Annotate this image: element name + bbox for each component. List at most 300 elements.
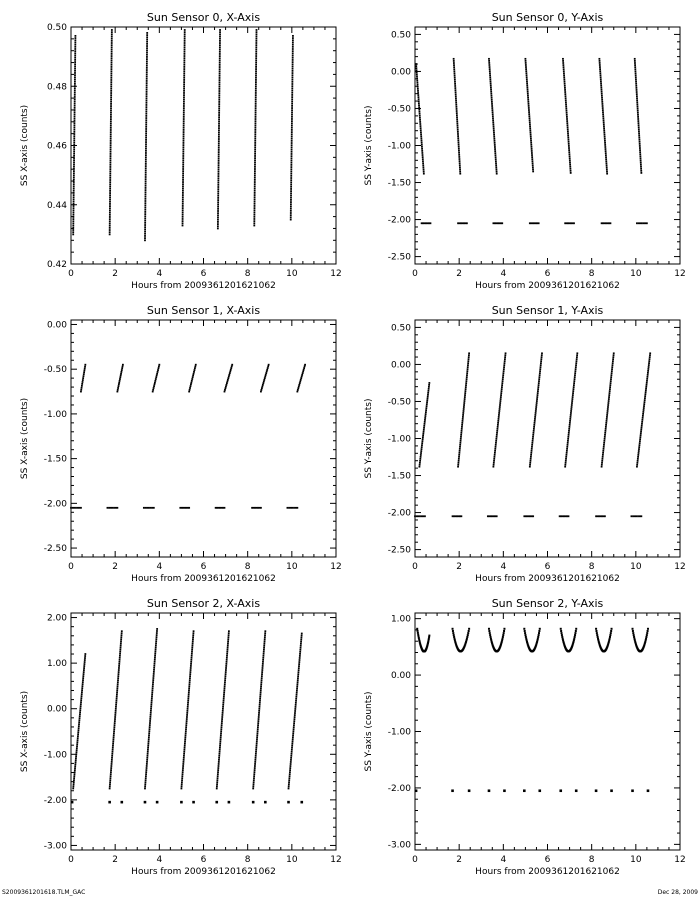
data-point [73, 784, 75, 786]
data-point [419, 121, 421, 123]
data-point [118, 667, 120, 669]
data-point [605, 430, 607, 432]
data-point [145, 132, 147, 134]
data-point [183, 90, 185, 92]
data-point [530, 138, 532, 140]
data-point [255, 92, 257, 94]
data-point [493, 130, 495, 132]
data-point [225, 671, 227, 673]
data-point [218, 94, 220, 96]
data-point [255, 112, 257, 114]
x-axis-label: Hours from 2009361201621062 [131, 867, 276, 877]
data-point [456, 123, 458, 125]
data-point [635, 70, 637, 72]
data-point [425, 415, 427, 417]
chart-title: Sun Sensor 2, Y-Axis [491, 597, 604, 610]
data-point [526, 87, 528, 89]
data-point [146, 58, 148, 60]
data-point [121, 367, 123, 369]
data-point [419, 111, 421, 113]
data-point [255, 122, 257, 124]
data-point [564, 464, 566, 466]
data-point [457, 139, 459, 141]
data-point [641, 425, 643, 427]
data-point [217, 777, 219, 779]
data-point [562, 64, 564, 66]
data-point [257, 728, 259, 730]
data-point [255, 86, 257, 88]
data-point [492, 117, 494, 119]
data-point [224, 391, 226, 393]
data-point [111, 42, 113, 44]
data-point [73, 212, 75, 214]
data-point [642, 417, 644, 419]
data-point [155, 638, 157, 640]
data-point [533, 428, 535, 430]
data-point [227, 643, 229, 645]
data-point [110, 92, 112, 94]
data-point [527, 91, 529, 93]
data-point [115, 507, 117, 509]
data-point [181, 786, 183, 788]
data-point [423, 431, 425, 433]
data-point [612, 360, 614, 362]
data-point [74, 111, 76, 113]
data-point [298, 671, 300, 673]
data-point [609, 384, 611, 386]
data-point [255, 55, 257, 57]
data-point [297, 680, 299, 682]
data-point [156, 801, 159, 804]
data-point [231, 364, 233, 366]
data-point [144, 235, 146, 237]
data-point [611, 372, 613, 374]
data-point [109, 212, 111, 214]
data-point [425, 411, 427, 413]
data-point [573, 382, 575, 384]
data-point [145, 769, 147, 771]
data-point [73, 778, 75, 780]
data-point [218, 761, 220, 763]
data-point [144, 786, 146, 788]
data-point [428, 386, 430, 388]
data-point [290, 168, 292, 170]
data-point [74, 118, 76, 120]
data-point [569, 162, 571, 164]
data-point [260, 683, 262, 685]
data-point [182, 220, 184, 222]
data-point [601, 101, 603, 103]
y-tick-label: -1.50 [43, 454, 67, 465]
data-point [185, 724, 187, 726]
data-point [149, 724, 151, 726]
data-point [183, 105, 185, 107]
data-point [528, 105, 530, 107]
data-point [640, 160, 642, 162]
x-axis-label: Hours from 2009361201621062 [475, 574, 620, 584]
data-point [595, 628, 597, 630]
data-point [84, 659, 86, 661]
data-point [291, 147, 293, 149]
data-point [294, 712, 296, 714]
data-point [294, 716, 296, 718]
data-point [151, 507, 153, 509]
data-point [491, 103, 493, 105]
data-point [110, 75, 112, 77]
data-point [76, 743, 78, 745]
series-0 [80, 364, 306, 393]
data-point [145, 150, 147, 152]
data-point [416, 78, 418, 80]
data-point [605, 158, 607, 160]
data-point [224, 681, 226, 683]
data-point [489, 72, 491, 74]
data-point [152, 687, 154, 689]
data-point [569, 157, 571, 159]
data-point [291, 149, 293, 151]
data-point [646, 382, 648, 384]
data-point [78, 725, 80, 727]
data-point [218, 101, 220, 103]
data-point [295, 698, 297, 700]
data-point [532, 515, 534, 517]
data-point [649, 354, 651, 356]
data-point [263, 649, 265, 651]
data-point [649, 352, 651, 354]
data-point [187, 700, 189, 702]
data-point [422, 162, 424, 164]
data-point [420, 138, 422, 140]
data-point [298, 665, 300, 667]
data-point [494, 454, 496, 456]
data-point [418, 98, 420, 100]
data-point [218, 145, 220, 147]
data-point [120, 643, 122, 645]
data-point [455, 100, 457, 102]
data-point [150, 708, 152, 710]
data-point [185, 734, 187, 736]
data-point [253, 779, 255, 781]
data-point [488, 630, 490, 632]
data-point [118, 669, 120, 671]
data-point [455, 98, 457, 100]
data-point [254, 765, 256, 767]
data-point [459, 448, 461, 450]
data-point [183, 757, 185, 759]
data-point [488, 64, 490, 66]
data-point [452, 628, 454, 630]
data-point [292, 739, 294, 741]
data-point [82, 381, 84, 383]
data-point [503, 368, 505, 370]
data-point [532, 160, 534, 162]
data-point [82, 377, 84, 379]
data-point [636, 101, 638, 103]
data-point [255, 64, 257, 66]
data-point [291, 155, 293, 157]
data-point [219, 60, 221, 62]
data-point [571, 400, 573, 402]
data-point [602, 109, 604, 111]
data-point [645, 636, 647, 638]
data-point [565, 458, 567, 460]
data-point [146, 765, 148, 767]
data-point [146, 69, 148, 71]
data-point [569, 160, 571, 162]
data-point [115, 704, 117, 706]
data-point [460, 432, 462, 434]
data-point [566, 116, 568, 118]
data-point [219, 57, 221, 59]
data-point [256, 734, 258, 736]
data-point [74, 61, 76, 63]
data-point [500, 398, 502, 400]
data-point [115, 702, 117, 704]
data-point [303, 369, 305, 371]
data-point [637, 106, 639, 108]
data-point [182, 170, 184, 172]
data-point [633, 636, 635, 638]
data-point [74, 100, 76, 102]
data-point [419, 515, 421, 517]
data-point [528, 103, 530, 105]
data-point [145, 159, 147, 161]
data-point [563, 70, 565, 72]
data-point [145, 167, 147, 169]
data-point [455, 104, 457, 106]
data-point [608, 402, 610, 404]
data-point [420, 136, 422, 138]
data-point [292, 70, 294, 72]
data-point [144, 207, 146, 209]
data-point [74, 120, 76, 122]
data-point [219, 751, 221, 753]
data-point [297, 387, 299, 389]
data-point [576, 358, 578, 360]
data-point [121, 632, 123, 634]
data-point [536, 404, 538, 406]
data-point [606, 173, 608, 175]
data-point [185, 728, 187, 730]
data-point [70, 507, 72, 509]
data-point [74, 81, 76, 83]
data-point [219, 88, 221, 90]
data-point [640, 172, 642, 174]
data-point [219, 38, 221, 40]
data-point [635, 77, 637, 79]
data-point [181, 781, 183, 783]
data-point [421, 152, 423, 154]
data-point [299, 382, 301, 384]
data-point [218, 138, 220, 140]
data-point [149, 728, 151, 730]
data-point [153, 669, 155, 671]
chart-3 [364, 304, 686, 584]
data-point [503, 632, 505, 634]
data-point [191, 651, 193, 653]
data-point [254, 201, 256, 203]
data-point [648, 366, 650, 368]
data-point [603, 119, 605, 121]
data-point [119, 653, 121, 655]
data-point [226, 657, 228, 659]
data-point [636, 104, 638, 106]
data-point [193, 371, 195, 373]
data-point [219, 55, 221, 57]
data-point [113, 728, 115, 730]
data-point [567, 444, 569, 446]
data-point [74, 74, 76, 76]
data-point [110, 155, 112, 157]
data-point [423, 171, 425, 173]
data-point [146, 54, 148, 56]
data-point [258, 708, 260, 710]
data-point [144, 202, 146, 204]
data-point [81, 693, 83, 695]
data-point [569, 426, 571, 428]
data-point [149, 722, 151, 724]
data-point [291, 743, 293, 745]
data-point [262, 661, 264, 663]
data-point [264, 632, 266, 634]
y-tick-label: -1.00 [43, 750, 67, 761]
data-point [421, 142, 423, 144]
y-axis-label: SS Y-axis (counts) [364, 691, 374, 772]
data-point [422, 438, 424, 440]
data-point [253, 216, 255, 218]
data-point [462, 420, 464, 422]
data-point [501, 222, 503, 224]
data-point [145, 124, 147, 126]
data-point [257, 722, 259, 724]
data-point [256, 29, 258, 31]
data-point [264, 376, 266, 378]
data-point [292, 37, 294, 39]
data-point [219, 741, 221, 743]
data-point [489, 68, 491, 70]
data-point [257, 724, 259, 726]
data-point [255, 75, 257, 77]
data-point [215, 801, 218, 804]
data-point [73, 782, 75, 784]
data-point [291, 105, 293, 107]
data-point [643, 409, 645, 411]
data-point [290, 190, 292, 192]
data-point [114, 718, 116, 720]
data-point [254, 142, 256, 144]
data-point [296, 686, 298, 688]
data-point [640, 157, 642, 159]
data-point [220, 737, 222, 739]
data-point [72, 507, 74, 509]
data-point [254, 131, 256, 133]
data-point [217, 195, 219, 197]
data-point [600, 78, 602, 80]
data-point [254, 761, 256, 763]
data-point [576, 360, 578, 362]
data-point [152, 681, 154, 683]
data-point [120, 801, 123, 804]
data-point [146, 84, 148, 86]
data-point [73, 216, 75, 218]
data-point [539, 374, 541, 376]
data-point [120, 645, 122, 647]
data-point [500, 396, 502, 398]
data-point [300, 379, 302, 381]
data-point [219, 42, 221, 44]
data-point [530, 452, 532, 454]
data-point [643, 222, 645, 224]
data-point [155, 642, 157, 644]
data-point [610, 378, 612, 380]
x-axis-label: Hours from 2009361201621062 [131, 574, 276, 584]
data-point [493, 134, 495, 136]
data-point [74, 122, 76, 124]
data-point [419, 458, 421, 460]
data-point [539, 376, 541, 378]
data-point [111, 38, 113, 40]
data-point [73, 129, 75, 131]
data-point [190, 659, 192, 661]
data-point [146, 93, 148, 95]
data-point [465, 390, 467, 392]
data-point [501, 384, 503, 386]
data-point [75, 753, 77, 755]
data-point [526, 83, 528, 85]
data-point [254, 771, 256, 773]
data-point [496, 434, 498, 436]
data-point [425, 409, 427, 411]
data-point [466, 378, 468, 380]
data-point [530, 454, 532, 456]
data-point [110, 131, 112, 133]
data-point [110, 90, 112, 92]
data-point [186, 714, 188, 716]
data-point [498, 412, 500, 414]
data-point [531, 442, 533, 444]
data-point [295, 706, 297, 708]
data-point [156, 630, 158, 632]
data-point [109, 227, 111, 229]
data-point [640, 434, 642, 436]
x-tick-label: 6 [544, 855, 551, 865]
data-point [148, 730, 150, 732]
data-point [79, 715, 81, 717]
data-point [220, 739, 222, 741]
data-point [216, 786, 218, 788]
data-point [261, 675, 263, 677]
data-point [293, 728, 295, 730]
data-point [260, 681, 262, 683]
data-point [255, 57, 257, 59]
data-point [504, 360, 506, 362]
data-point [181, 775, 183, 777]
data-point [536, 402, 538, 404]
data-point [451, 789, 454, 792]
data-point [146, 71, 148, 73]
data-point [183, 68, 185, 70]
data-point [606, 412, 608, 414]
data-point [491, 105, 493, 107]
data-point [417, 94, 419, 96]
data-point [183, 753, 185, 755]
data-point [457, 131, 459, 133]
data-point [226, 382, 228, 384]
data-point [259, 698, 261, 700]
data-point [144, 788, 146, 790]
data-point [80, 699, 82, 701]
data-point [182, 218, 184, 220]
